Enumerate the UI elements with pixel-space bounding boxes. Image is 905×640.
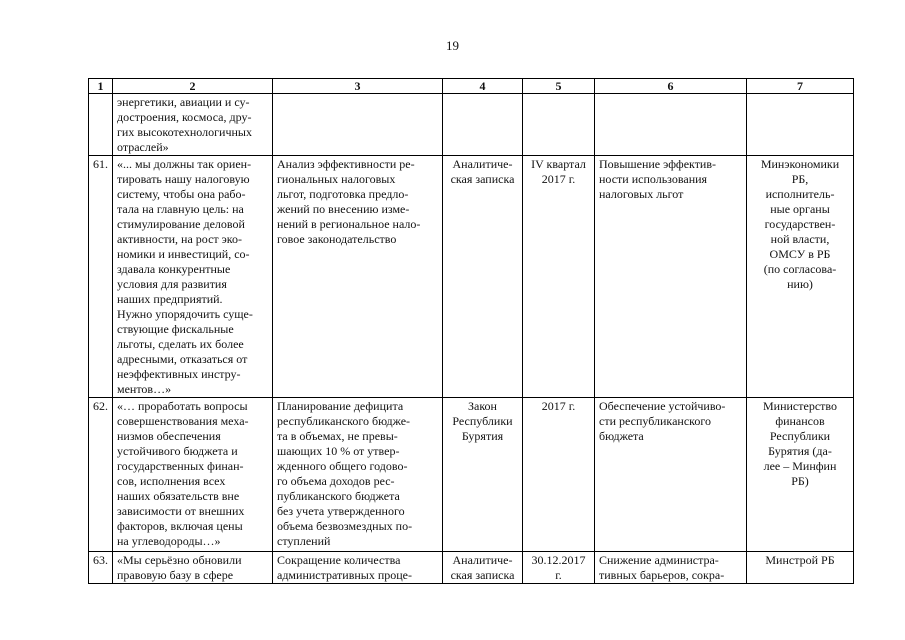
table-row: [89, 552, 854, 584]
column-header-7: 7: [747, 79, 854, 94]
quote-cell: «Мы серьёзно обновили правовую базу в сфере: [113, 552, 273, 584]
column-header-4: 4: [443, 79, 523, 94]
deadline-cell: [523, 94, 595, 156]
measure-cell: [273, 94, 443, 156]
deadline-cell: IV квартал 2017 г.: [523, 156, 595, 398]
responsible-cell: Министерство финансов Республики Бурятия (да- лее – Минфин РБ): [747, 398, 854, 552]
column-header-5: 5: [523, 79, 595, 94]
result-cell: Повышение эффектив- ности использования налоговых льгот: [595, 156, 747, 398]
doc-type-cell: Аналитиче- ская записка: [443, 156, 523, 398]
action-plan-table: [88, 78, 854, 584]
doc-type-cell: Закон Республики Бурятия: [443, 398, 523, 552]
deadline-cell: 30.12.2017 г.: [523, 552, 595, 584]
page-number: 19: [446, 38, 459, 53]
quote-cell: «... мы должны так ориен- тировать нашу налоговую систему, чтобы она рабо- тала на главную цель: на стимулирование деловой активности, на рост эко- номики и инвестиций, со- здавала конкурентные условия для развития наших предприятий. Нужно упорядочить суще- ствующие фискальные льготы, сделать их более адресными, отказаться от неэффективных инстру- ментов…»: [113, 156, 273, 398]
doc-type-cell: Аналитиче- ская записка: [443, 552, 523, 584]
table-row: [89, 398, 854, 552]
quote-cell: энергетики, авиации и су- достроения, космоса, дру- гих высокотехнологичных отраслей»: [113, 94, 273, 156]
column-header-3: 3: [273, 79, 443, 94]
result-cell: Обеспечение устойчиво- сти республиканского бюджета: [595, 398, 747, 552]
measure-cell: Сокращение количества административных проце-: [273, 552, 443, 584]
column-header-6: 6: [595, 79, 747, 94]
measure-cell: Планирование дефицита республиканского бюдже- та в объемах, не превы- шающих 10 % от утвер- жденного общего годово- го объема доходов рес- публиканского бюджета без учета утвержденного объема безвозмездных по- ступлений: [273, 398, 443, 552]
header-row: [89, 79, 854, 94]
deadline-cell: 2017 г.: [523, 398, 595, 552]
row-number: 61.: [89, 156, 113, 398]
table-row: [89, 156, 854, 398]
column-header-2: 2: [113, 79, 273, 94]
measure-cell: Анализ эффективности ре- гиональных налоговых льгот, подготовка предло- жений по внесению изме- нений в региональное нало- говое законодательство: [273, 156, 443, 398]
result-cell: Снижение администра- тивных барьеров, сокра-: [595, 552, 747, 584]
row-number: 63.: [89, 552, 113, 584]
responsible-cell: [747, 94, 854, 156]
responsible-cell: Минстрой РБ: [747, 552, 854, 584]
doc-type-cell: [443, 94, 523, 156]
result-cell: [595, 94, 747, 156]
row-number: [89, 94, 113, 156]
row-number: 62.: [89, 398, 113, 552]
responsible-cell: Минэкономики РБ, исполнитель- ные органы государствен- ной власти, ОМСУ в РБ (по согласова- нию): [747, 156, 854, 398]
column-header-1: 1: [89, 79, 113, 94]
quote-cell: «… проработать вопросы совершенствования меха- низмов обеспечения устойчивого бюджета и государственных финан- сов, исполнения всех наших обязательств вне зависимости от внешних факторов, включая цены на углеводороды…»: [113, 398, 273, 552]
table-row: [89, 94, 854, 156]
